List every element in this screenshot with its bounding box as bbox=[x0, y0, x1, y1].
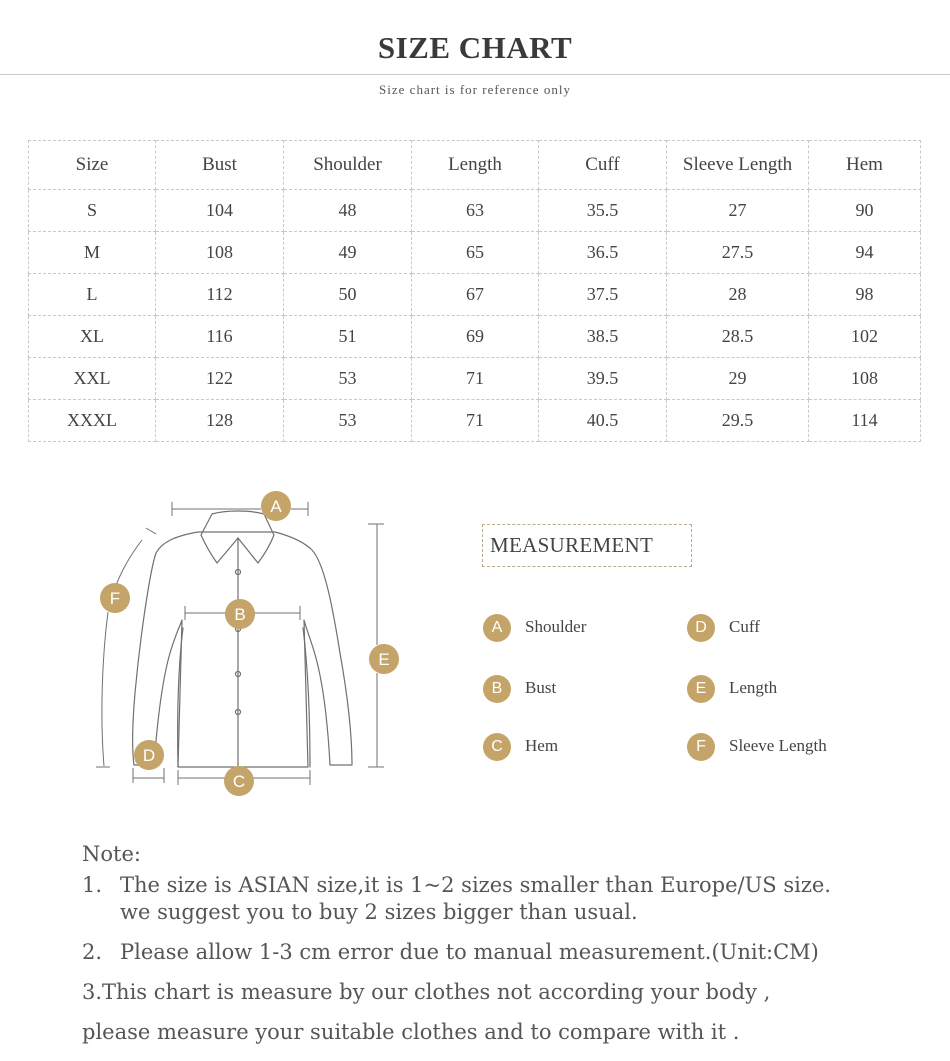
marker-b-label: B bbox=[234, 605, 246, 624]
table-cell: 63 bbox=[412, 190, 539, 232]
note-1-line-1: The size is ASIAN size,it is 1~2 sizes smaller than Europe/US size. bbox=[120, 873, 831, 897]
table-cell: 71 bbox=[412, 400, 539, 442]
size-table-header-row bbox=[29, 141, 921, 190]
marker-a-label: A bbox=[270, 497, 282, 516]
table-cell: 37.5 bbox=[539, 274, 667, 316]
marker-c-label: C bbox=[232, 772, 246, 791]
legend-label: Hem bbox=[525, 736, 559, 755]
column-header: Size bbox=[29, 141, 156, 190]
table-cell: 28.5 bbox=[667, 316, 809, 358]
table-cell: 114 bbox=[809, 400, 921, 442]
table-cell: 27.5 bbox=[667, 232, 809, 274]
marker-a bbox=[261, 491, 291, 521]
table-row bbox=[29, 316, 921, 358]
table-cell: 102 bbox=[809, 316, 921, 358]
marker-e-icon: E bbox=[687, 675, 715, 703]
marker-e-label: E bbox=[378, 650, 390, 669]
column-header: Cuff bbox=[539, 141, 667, 190]
table-cell: 128 bbox=[156, 400, 284, 442]
note-2-number: 2. bbox=[82, 940, 103, 964]
marker-a-icon: A bbox=[483, 614, 511, 642]
table-cell: L bbox=[29, 274, 156, 316]
page-title: SIZE CHART bbox=[377, 30, 573, 65]
column-header: Sleeve Length bbox=[667, 141, 809, 190]
table-row bbox=[29, 400, 921, 442]
table-row bbox=[29, 232, 921, 274]
shirt-diagram bbox=[90, 488, 420, 798]
table-cell: 38.5 bbox=[539, 316, 667, 358]
measurement-heading: MEASUREMENT bbox=[482, 524, 692, 567]
marker-f bbox=[100, 583, 130, 613]
table-cell: 50 bbox=[284, 274, 412, 316]
notes-heading: Note: bbox=[82, 842, 141, 866]
legend-label: Shoulder bbox=[525, 617, 587, 636]
table-cell: 51 bbox=[284, 316, 412, 358]
marker-b bbox=[225, 599, 255, 629]
table-cell: 29.5 bbox=[667, 400, 809, 442]
table-cell: XXXL bbox=[29, 400, 156, 442]
note-1-line-2: we suggest you to buy 2 sizes bigger than usual. bbox=[120, 900, 638, 924]
marker-d-icon: D bbox=[687, 614, 715, 642]
marker-d-label: D bbox=[142, 746, 156, 765]
table-cell: 36.5 bbox=[539, 232, 667, 274]
size-table bbox=[28, 140, 921, 442]
table-cell: 53 bbox=[284, 400, 412, 442]
marker-c bbox=[224, 766, 254, 796]
marker-f-icon: F bbox=[687, 733, 715, 761]
legend-label: Length bbox=[729, 678, 778, 697]
table-row bbox=[29, 190, 921, 232]
sleeve-measure-line bbox=[96, 528, 156, 767]
table-cell: 112 bbox=[156, 274, 284, 316]
table-row bbox=[29, 358, 921, 400]
table-cell: 90 bbox=[809, 190, 921, 232]
table-cell: 104 bbox=[156, 190, 284, 232]
table-cell: XXL bbox=[29, 358, 156, 400]
table-cell: 48 bbox=[284, 190, 412, 232]
page-subtitle: Size chart is for reference only bbox=[379, 82, 571, 97]
table-cell: M bbox=[29, 232, 156, 274]
table-cell: 28 bbox=[667, 274, 809, 316]
note-3-line-1: 3.This chart is measure by our clothes not according your body , bbox=[82, 980, 771, 1004]
table-cell: 108 bbox=[809, 358, 921, 400]
table-cell: 98 bbox=[809, 274, 921, 316]
table-cell: 108 bbox=[156, 232, 284, 274]
legend-label: Cuff bbox=[729, 617, 760, 636]
cuff-measure-line bbox=[133, 768, 164, 783]
legend-label: Bust bbox=[525, 678, 557, 697]
note-3-line-2: please measure your suitable clothes and to compare with it . bbox=[82, 1020, 740, 1044]
table-cell: 27 bbox=[667, 190, 809, 232]
marker-c-icon: C bbox=[483, 733, 511, 761]
column-header: Shoulder bbox=[284, 141, 412, 190]
table-cell: 29 bbox=[667, 358, 809, 400]
table-cell: 39.5 bbox=[539, 358, 667, 400]
column-header: Bust bbox=[156, 141, 284, 190]
table-cell: 71 bbox=[412, 358, 539, 400]
table-cell: XL bbox=[29, 316, 156, 358]
column-header: Length bbox=[412, 141, 539, 190]
marker-d bbox=[134, 740, 164, 770]
legend-label: Sleeve Length bbox=[729, 736, 827, 755]
note-2-text: Please allow 1-3 cm error due to manual measurement.(Unit:CM) bbox=[120, 940, 819, 964]
marker-b-icon: B bbox=[483, 675, 511, 703]
marker-f-label: F bbox=[109, 589, 121, 608]
table-cell: 69 bbox=[412, 316, 539, 358]
table-cell: 94 bbox=[809, 232, 921, 274]
table-cell: 40.5 bbox=[539, 400, 667, 442]
table-row bbox=[29, 274, 921, 316]
table-cell: 65 bbox=[412, 232, 539, 274]
table-cell: 49 bbox=[284, 232, 412, 274]
table-cell: 116 bbox=[156, 316, 284, 358]
table-cell: 35.5 bbox=[539, 190, 667, 232]
column-header: Hem bbox=[809, 141, 921, 190]
marker-e bbox=[369, 644, 399, 674]
table-cell: 67 bbox=[412, 274, 539, 316]
table-cell: 53 bbox=[284, 358, 412, 400]
shirt-outline bbox=[133, 532, 352, 767]
note-1-number: 1. bbox=[82, 873, 103, 897]
table-cell: S bbox=[29, 190, 156, 232]
table-cell: 122 bbox=[156, 358, 284, 400]
title-divider bbox=[0, 74, 950, 75]
